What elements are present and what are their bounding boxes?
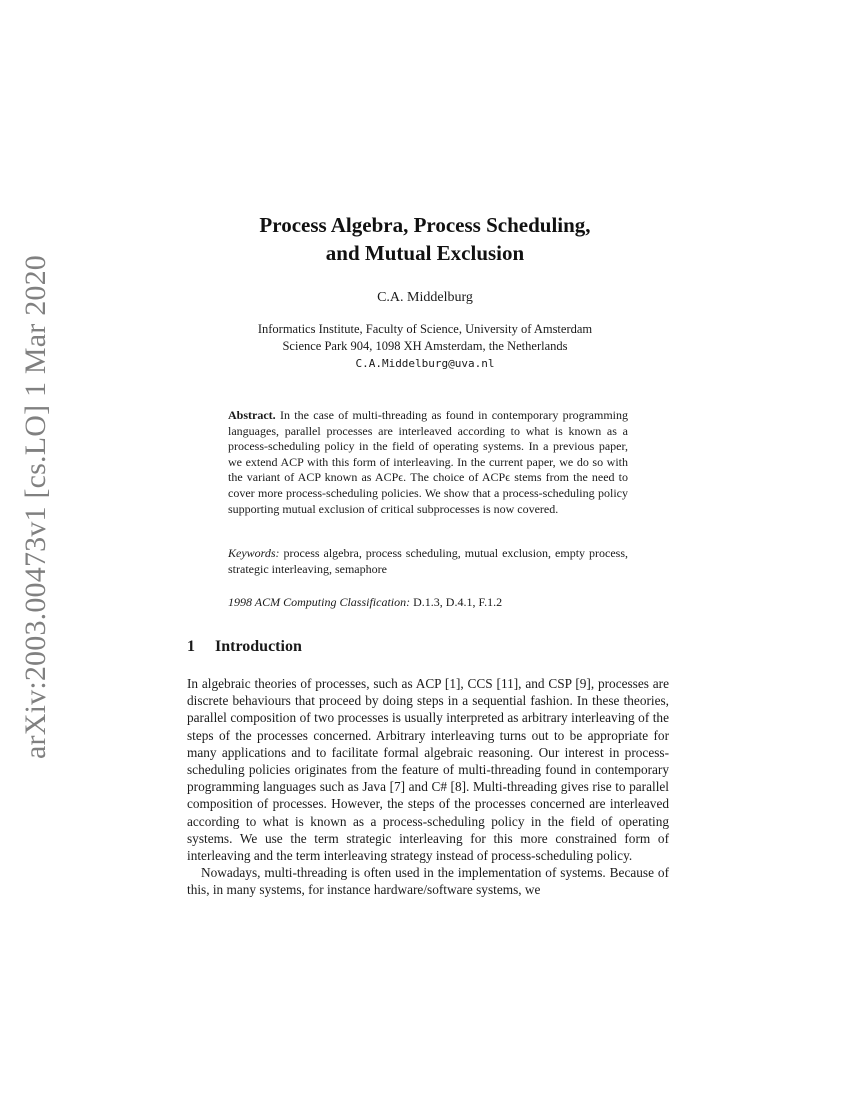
introduction-body (187, 675, 669, 899)
acm-text: D.1.3, D.4.1, F.1.2 (413, 595, 503, 609)
arxiv-identifier: arXiv:2003.00473v1 [cs.LO] 1 Mar 2020 (19, 255, 52, 759)
author-email: C.A.Middelburg@uva.nl (355, 357, 495, 370)
affiliation-line-2: Science Park 904, 1098 XH Amsterdam, the Netherlands (282, 339, 568, 353)
acm-classification (228, 595, 628, 611)
affiliation-line-1: Informatics Institute, Faculty of Science, University of Amsterdam (257, 322, 593, 336)
affiliation (0, 321, 850, 372)
section-number: 1 (187, 638, 195, 655)
intro-paragraph-1: In algebraic theories of processes, such as ACP [1], CCS [11], and CSP [9], processes are discrete behaviours that proceed by doing steps in a sequential fashion. In these theories, parallel composition of two processes is usually interpreted as arbitrary interleaving of the steps of the processes concerned. Arbitrary interleaving turns out to be appropriate for many applications and to facilitate formal algebraic reasoning. Our interest in process-scheduling policies originates from the feature of multi-threading found in contemporary programming languages such as Java [7] and C# [8]. Multi-threading gives rise to parallel composition of processes. However, the steps of the processes concerned are interleaved according to what is known as a process-scheduling policy in the field of operating systems. We use the term strategic interleaving for this more constrained form of interleaving and the term interleaving strategy instead of process-scheduling policy. (187, 676, 669, 864)
arxiv-sidebar (0, 0, 70, 1100)
title-line-2: and Mutual Exclusion (325, 241, 525, 265)
intro-paragraph-2: Nowadays, multi-threading is often used in the implementation of systems. Because of this, in many systems, for instance hardware/software systems, we (187, 865, 669, 898)
keywords-text: process algebra, process scheduling, mutual exclusion, empty process, strategic interleaving, semaphore (228, 546, 628, 576)
section-title: Introduction (215, 638, 302, 655)
abstract-text: In the case of multi-threading as found in contemporary programming languages, parallel processes are interleaved according to what is known as a process-scheduling policy in the field of operating systems. In a previous paper, we extend ACP with this form of interleaving. In the current paper, we do so with the variant of ACP known as ACPϵ. The choice of ACPϵ stems from the need to cover more process-scheduling policies. We show that a process-scheduling policy supporting mutual exclusion of critical subprocesses is now covered. (228, 408, 629, 516)
abstract (228, 408, 628, 517)
abstract-label: Abstract. (228, 408, 276, 422)
keywords-label: Keywords: (228, 546, 280, 560)
section-heading (187, 638, 302, 656)
acm-label: 1998 ACM Computing Classification: (228, 595, 411, 609)
keywords (228, 546, 628, 577)
paper-title (0, 211, 850, 267)
title-line-1: Process Algebra, Process Scheduling, (259, 213, 591, 237)
author-name: C.A. Middelburg (377, 290, 473, 305)
